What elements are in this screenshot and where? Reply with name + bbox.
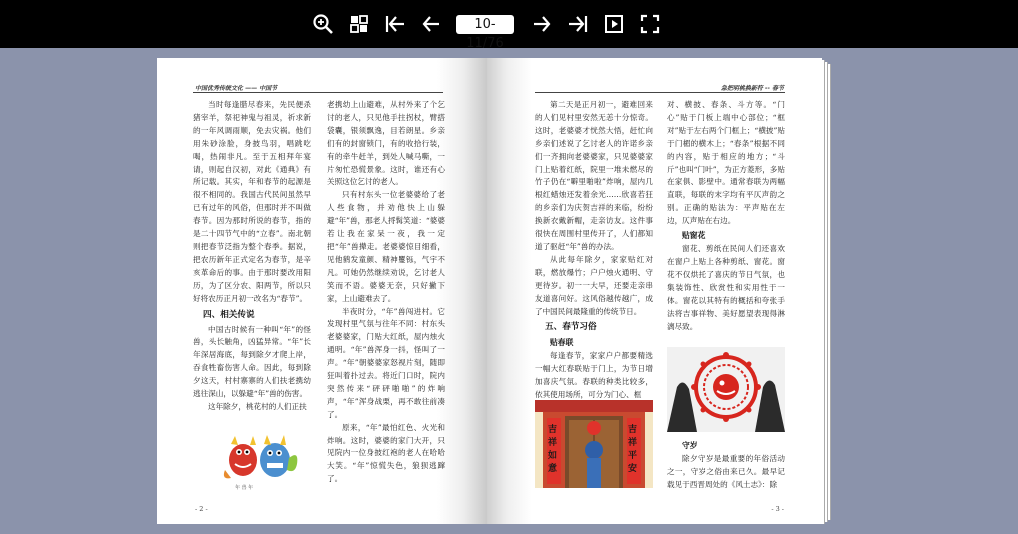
text-column-1 bbox=[193, 99, 311, 414]
paragraph: 老携幼上山避难，从村外来了个乞讨的老人，只见他手拄拐杖，臂搭袋囊，银须飘逸，目若朗星。乡亲们有的封窗锁门，有的收拾行装，有的牵牛赶羊，到处人喊马嘶，一片匆忙恐慌景象。这时，谁还有心关照这位乞讨的老人。 bbox=[327, 100, 445, 187]
paragraph: 从此每年除夕，家家贴红对联，燃放爆竹；户户烛火通明、守更待岁。初一一大早，还要走亲串友道喜问好。这风俗越传越广，成了中国民间最隆重的传统节日。 bbox=[535, 254, 653, 316]
next-page-icon[interactable] bbox=[530, 12, 554, 36]
zoom-in-icon[interactable] bbox=[311, 12, 335, 36]
reader-toolbar bbox=[0, 0, 1018, 51]
page-header: 中国优秀传统文化 —— 中国节 bbox=[195, 85, 278, 92]
section-heading: 四、相关传说 bbox=[203, 309, 255, 320]
paragraph: 原来，“年”最怕红色、火光和炸响。这时，婆婆的家门大开，只见院内一位身披红袍的老人在哈哈大笑。“年”惊慌失色，狼狈逃蹿了。 bbox=[327, 422, 445, 484]
page-number: - 3 - bbox=[771, 505, 784, 513]
paragraph: 除夕守岁是最重要的年俗活动之一，守岁之俗由来已久。最早记载见于西晋周处的《风土志》：除 bbox=[667, 454, 785, 489]
thumbnails-icon[interactable] bbox=[347, 12, 371, 36]
fullscreen-icon[interactable] bbox=[638, 12, 662, 36]
page-indicator[interactable]: 10-11/76 bbox=[456, 15, 514, 34]
text-column-2-continued bbox=[667, 438, 785, 492]
right-page[interactable] bbox=[487, 58, 822, 524]
paragraph: 对、横披、春条、斗方等。“门心”贴于门板上端中心部位；“框对”贴于左右两个门框上；“横披”贴于门楣的横木上；“春条”根据不同的内容，贴于相应的地方；“斗斤”也叫“门叶”，为正方菱形，多贴在家俱、影壁中。通常春联为两幅直联，每联的末字均有平仄声韵之别。正确的贴法为：平声贴在左边，仄声贴在右边。 bbox=[667, 100, 785, 226]
paper-cut-window-flower-image bbox=[667, 347, 785, 432]
nian-monster-illustration bbox=[217, 430, 307, 492]
subheading: 贴窗花 bbox=[682, 231, 706, 241]
spring-couplet-door-image bbox=[535, 400, 653, 488]
subheading: 守岁 bbox=[682, 441, 698, 450]
paragraph: 窗花、剪纸在民间人们还喜欢在窗户上贴上各种剪纸、窗花。窗花不仅烘托了喜庆的节日气氛，也集装饰性、欣赏性和实用性于一体。窗花以其特有的概括和夸张手法将吉事祥物、美好愿望表现得淋漓尽致。 bbox=[667, 244, 785, 331]
paragraph: 中国古时候有一种叫“年”的怪兽，头长触角，凶猛异常。“年”长年深居海底，每到除夕才爬上岸，吞食牲畜伤害人命。因此，每到除夕这天，村村寨寨的人们扶老携幼逃往深山，以躲避“年”兽的伤害。 bbox=[193, 324, 311, 399]
text-column-1 bbox=[535, 99, 653, 402]
last-page-icon[interactable] bbox=[566, 12, 590, 36]
header-rule bbox=[193, 92, 443, 93]
previous-page-icon[interactable] bbox=[419, 12, 443, 36]
paragraph: 这年除夕，桃花村的人们正扶 bbox=[208, 401, 307, 411]
section-heading: 五、春节习俗 bbox=[545, 322, 597, 333]
paragraph: 第二天是正月初一，避难回来的人们见村里安然无恙十分惊奇。这时，老婆婆才恍然大悟，赶忙向乡亲们述说了乞讨老人的许诺乡亲们一齐拥向老婆婆家，只见婆婆家门上贴着红纸，院里一堆未燃尽的竹子仍在“噼里啪啦”炸响，屋内几根红蜡烛还发着余光……欣喜若狂的乡亲们为庆贺吉祥的来临，纷纷换新衣戴新帽，走亲访友。这件事很快在周围村里传开了，人们都知道了驱赶“年”兽的办法。 bbox=[535, 100, 653, 251]
text-column-2 bbox=[327, 99, 445, 486]
subheading: 贴春联 bbox=[550, 338, 574, 348]
flipbook bbox=[157, 58, 833, 526]
page-number: - 2 - bbox=[195, 505, 208, 513]
image-caption: 年 兽 年 bbox=[235, 485, 254, 491]
paragraph: 半夜时分，“年”兽闯进村。它发现村里气氛与往年不同：村东头老婆婆家，门贴大红纸，屋内烛火通明。“年”兽浑身一抖，怪叫了一声。“年”朝婆婆家怒视片刻，随即狂叫着扑过去。将近门口时，院内突然传来“砰砰啪啪”的炸响声，“年”浑身战栗，再不敢往前凑了。 bbox=[327, 306, 445, 419]
paragraph: 只有村东头一位老婆婆给了老人些食物，并劝他快上山躲避“年”兽，那老人捋髯笑道：“婆婆若让我在家呆一夜，我一定把“年”兽撵走。老婆婆惊目细看，见他鹤发童颜、精神矍铄，气宇不凡。可她仍然继续劝说，乞讨老人笑而不语。婆婆无奈，只好撇下家，上山避难去了。 bbox=[327, 190, 445, 303]
text-column-2 bbox=[667, 99, 785, 333]
paragraph: 每逢春节，家家户户都要精选一幅大红春联贴于门上，为节日增加喜庆气氛。春联的种类比较多，依其使用场所，可分为门心、框 bbox=[535, 351, 653, 400]
header-rule bbox=[535, 92, 785, 93]
couplet-left-text: 吉祥如意 bbox=[548, 425, 558, 474]
couplet-right-text: 吉祥平安 bbox=[628, 425, 638, 474]
autoplay-icon[interactable] bbox=[602, 12, 626, 36]
page-header: 急把明桃换新符 -- 春节 bbox=[720, 85, 784, 92]
left-page[interactable] bbox=[157, 58, 487, 524]
paragraph: 当时每逢腊尽春来，先民便杀猪宰羊，祭祀神鬼与祖灵，祈求新的一年风调雨顺，免去灾祸。他们用朱砂涂脸，身披鸟羽，唱跳吃喝，热闹非凡。至于五相拜年宴请，则起自汉初，对此《通典》有所记载。其实，年和春节的起源是很不相同的。我国古代民间虽然早已有过年的风俗，但那时并不叫做春节。因为那时所说的春节，指的是二十四节气中的“立春”。南北朝则把春节泛指为整个春季。据说，把农历新年正式定名为春节，是辛亥革命后的事。由于那时要改用阳历，为了区分农、阳两节，所以只好将农历正月初一改名为“春节”。 bbox=[193, 100, 311, 303]
page-stack-edge bbox=[828, 64, 831, 520]
first-page-icon[interactable] bbox=[383, 12, 407, 36]
